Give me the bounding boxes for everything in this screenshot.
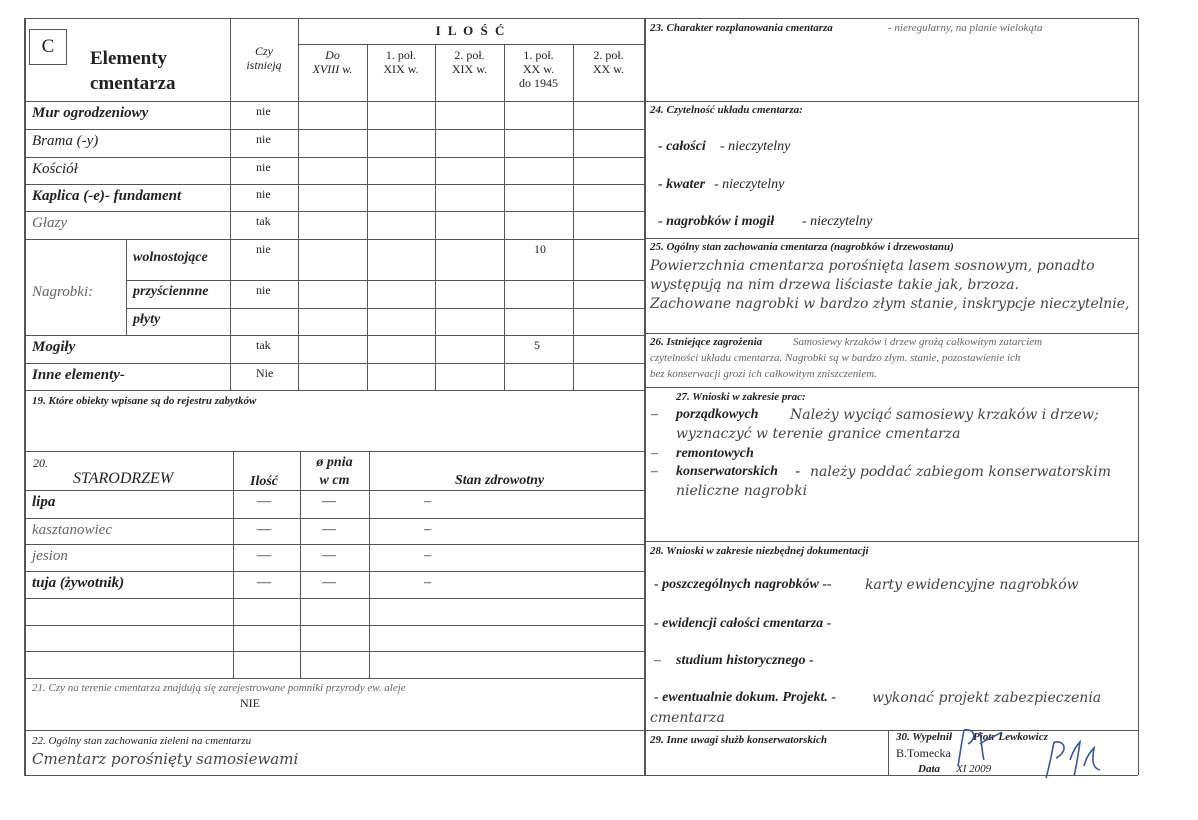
element-label-1: Brama (-y) [32,133,99,149]
s23-answer: - nieregularny, na planie wielokąta [888,22,1043,34]
tree-diam-3: — [322,575,336,590]
s27-dash-1: – [651,407,658,422]
period-header-4-line-3: do 1945 [519,76,558,90]
s28-item-3: studium historycznego - [676,653,814,668]
period-header-5-line-1: 2. poł. [593,48,624,62]
s28-item-1-key: - poszczególnych nagrobków -- [654,577,832,592]
signature-mark [1040,738,1110,782]
element-sublabel-6: przyściennne [133,284,209,299]
tree-qty-3: — [257,575,271,590]
element-sublabel-7: płyty [133,311,161,327]
exists-header-2: istnieją [246,58,282,72]
tree-qty-2: — [257,548,271,563]
s24-item-3-key: - nagrobków i mogił [658,214,775,229]
element-exists-0: nie [256,104,271,118]
s24-item-1-key: - całości [658,139,706,154]
period-header-2-line-1: 1. poł. [385,48,417,62]
s20-number: 20. [33,456,48,470]
period-header-3-line-2: XIX w. [451,62,488,76]
signature-initials-mark [952,726,1012,772]
s28-item-2: - ewidencji całości cmentarza - [654,616,832,631]
s28-item-3-dash: – [654,653,661,668]
s22-label: 22. Ogólny stan zachowania zieleni na cmentarzu [32,735,252,747]
period-header-4-line-2: XX w. [522,62,555,76]
s27-dash-2: – [651,446,658,461]
s27-porz-val: Należy wyciąć samosiewy krzaków i drzew; [790,407,1099,423]
element-exists-4: tak [256,214,271,228]
s27-rem-key: remontowych [676,446,754,461]
s30-date: XI 2009 [956,763,992,775]
s28-item-4-key: - ewentualnie dokum. Projekt. - [654,690,836,705]
period-header-2-line-2: XIX w. [383,62,419,76]
tree-diam-0: — [322,494,336,509]
period-header-5-line-2: XX w. [592,62,625,76]
s21-answer: NIE [240,696,260,710]
s27-label: 27. Wnioski w zakresie prac: [676,391,806,403]
tree-health-3: – [424,575,431,590]
elements-title-line2: cmentarza [90,73,176,94]
tree-name-0: lipa [32,494,56,510]
s24-item-1-val: - nieczytelny [720,139,791,154]
tree-health-1: – [424,522,431,537]
elements-title-line1: Elementy [90,48,168,69]
s20-col-health: Stan zdrowotny [455,473,545,488]
s20-col-diam-2: w cm [319,473,350,488]
s22-answer: Cmentarz porośnięty samosiewami [32,750,299,768]
element-label-4: Głazy [32,215,67,231]
tree-diam-1: — [322,522,336,537]
s27-kons-key: konserwatorskich [676,464,778,479]
s30-date-label: Data [918,763,940,775]
tree-name-1: kasztanowiec [32,522,112,538]
element-label-0: Mur ogrodzeniowy [32,105,149,121]
element-exists-1: nie [256,132,271,146]
section-letter-box: C [29,29,67,65]
s25-line-2: występują na nim drzewa liściaste takie jak, brzoza. [650,277,1019,293]
s27-kons-val2: nieliczne nagrobki [676,483,808,499]
s24-item-2-val: - nieczytelny [714,177,785,192]
quantity-title: I L O Ś Ć [435,23,507,38]
period-header-1-line-1: Do [325,48,340,62]
s27-kons-dash: - [792,464,804,479]
s27-porz-val2: wyznaczyć w terenie granice cmentarza [676,426,961,442]
element-label-3: Kaplica (-e)- fundament [32,187,182,204]
element-exists-8: tak [256,338,271,352]
s28-item-4-val: wykonać projekt zabezpieczenia [872,690,1102,706]
s25-line-3: Zachowane nagrobki w bardzo złym stanie, inskrypcje nieczytelnie, [650,296,1130,312]
s24-item-2-key: - kwater [658,177,706,192]
s27-porz-key: porządkowych [676,407,759,422]
element-label-5: Nagrobki: [32,284,94,300]
s25-label: 25. Ogólny stan zachowania cmentarza (nagrobków i drzewostanu) [650,241,954,253]
element-exists-5: nie [256,242,271,256]
s20-col-qty: Ilość [250,474,278,489]
s24-label: 24. Czytelność układu cmentarza: [650,104,803,116]
s28-item-4-val2: cmentarza [650,710,725,726]
element-exists-9: Nie [256,366,274,380]
tree-health-0: – [424,494,431,509]
tree-name-3: tuja (żywotnik) [32,575,125,591]
period-header-3-line-1: 2. poł. [454,48,485,62]
tree-diam-2: — [322,548,336,563]
tree-health-2: – [424,548,431,563]
s20-col-diam-1: ø pnia [316,455,353,470]
element-exists-2: nie [256,160,271,174]
s27-kons-val: należy poddać zabiegom konserwatorskim [810,464,1111,480]
s23-label: 23. Charakter rozplanowania cmentarza [650,22,833,34]
s30-name-2: B.Tomecka [896,746,951,760]
s26-label: 26. Istniejące zagrożenia [650,336,763,348]
element-exists-3: nie [256,187,271,201]
period-header-1-line-2: XVIII w. [312,62,353,76]
s30-name-1: Piotr Lewkowicz [973,731,1048,743]
s26-line-3: bez konserwacji grozi ich całkowitym zniszczeniem. [650,368,877,380]
s25-line-1: Powierzchnia cmentarza porośnięta lasem sosnowym, ponadto [650,258,1095,274]
element-label-8: Mogiły [32,339,76,355]
s19-label: 19. Które obiekty wpisane są do rejestru zabytków [32,395,257,407]
element-label-2: Kościół [32,160,78,177]
s28-label: 28. Wnioski w zakresie niezbędnej dokumentacji [650,545,869,557]
element-sublabel-5: wolnostojące [133,249,208,265]
s30-label: 30. Wypełnił [896,731,953,743]
s26-line-2: czytelności układu cmentarza. Nagrobki są w bardzo złym. stanie, pozostawienie ich [650,352,1021,364]
tree-qty-1: — [257,522,271,537]
element-value-5: 10 [534,242,546,256]
element-value-8: 5 [534,338,540,352]
s21-label: 21. Czy na terenie cmentarza znajdują się zarejestrowane pomniki przyrody ew. aleje [32,682,406,694]
s20-title: STARODRZEW [73,470,174,487]
element-label-9: Inne elementy- [32,366,125,383]
exists-header-1: Czy [255,44,273,58]
s24-item-3-val: - nieczytelny [802,214,873,229]
s27-dash-3: – [651,464,658,479]
element-exists-6: nie [256,283,271,297]
s26-line-1: Samosiewy krzaków i drzew grożą całkowitym zatarciem [793,336,1043,348]
s28-item-1-val: karty ewidencyjne nagrobków [865,577,1079,593]
tree-qty-0: — [257,494,271,509]
tree-name-2: jesion [32,548,68,564]
s29-label: 29. Inne uwagi służb konserwatorskich [650,734,827,746]
period-header-4-line-1: 1. poł. [523,48,554,62]
